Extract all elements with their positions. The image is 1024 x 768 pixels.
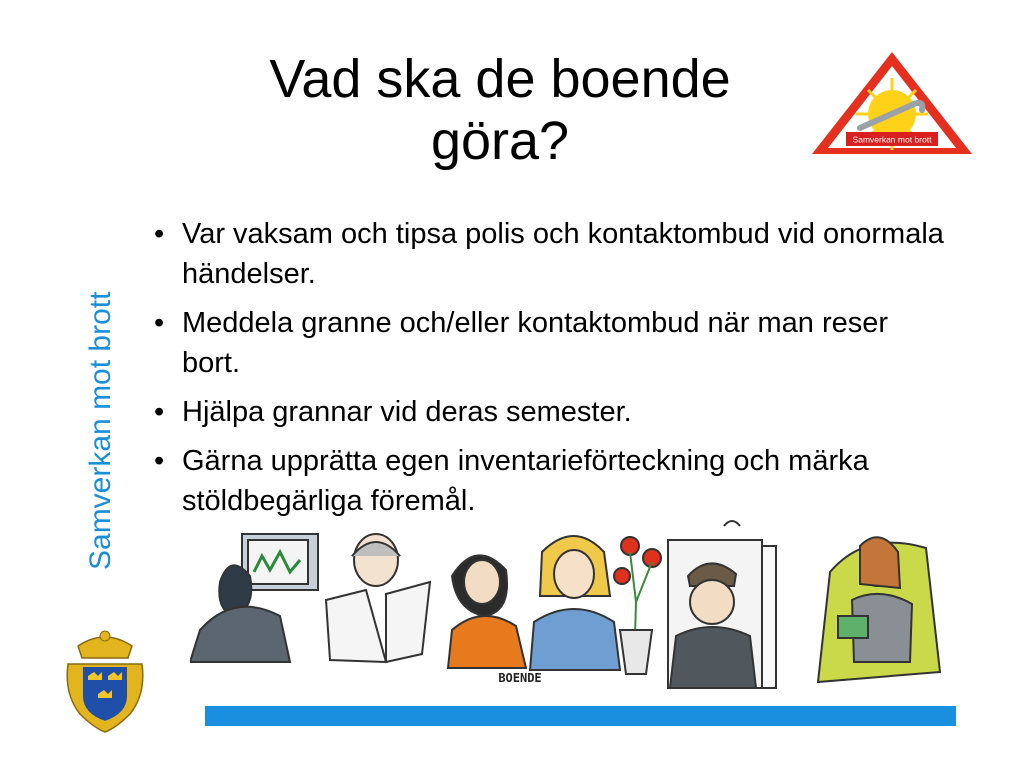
doorway-man-figure xyxy=(668,521,776,688)
newspaper-reader-figure xyxy=(326,534,430,662)
bullet-item xyxy=(150,303,950,383)
bullet-dot: • xyxy=(154,218,165,250)
side-text-vertical: Samverkan mot brott xyxy=(84,291,117,570)
logo-label-text: Samverkan mot brott xyxy=(852,134,932,145)
bullet-dot: • xyxy=(154,307,165,339)
bullet-list xyxy=(150,214,950,530)
bullet-text: Gärna upprätta egen inventarieförteckning och märka stöldbegärliga föremål. xyxy=(182,445,869,517)
swedish-police-crest-icon xyxy=(58,622,152,734)
bottom-blue-bar xyxy=(205,706,956,726)
flower-girl-figure xyxy=(530,536,661,674)
bullet-text: Hjälpa grannar vid deras semester. xyxy=(182,396,632,428)
armchair-reader-figure xyxy=(818,537,940,682)
residents-illustration xyxy=(190,512,960,700)
title-line-1: Vad ska de boende xyxy=(269,49,731,109)
illustration-caption: BOENDE xyxy=(498,671,542,685)
bullet-item xyxy=(150,392,950,432)
bullet-item xyxy=(150,441,950,521)
title-line-2: göra? xyxy=(430,111,570,171)
bullet-dot: • xyxy=(154,445,165,477)
crest-crown-orb xyxy=(100,631,110,641)
bullet-item xyxy=(150,214,950,294)
bullet-text: Meddela granne och/eller kontaktombud när man reser bort. xyxy=(182,307,889,379)
bullet-text: Var vaksam och tipsa polis och kontaktombud vid onormala händelser. xyxy=(182,218,944,290)
phone-caller-figure xyxy=(448,555,526,668)
warning-triangle-crowbar-icon xyxy=(808,48,976,160)
tv-viewer-figure xyxy=(190,534,318,662)
bullet-dot: • xyxy=(154,396,165,428)
slide-title xyxy=(190,48,810,172)
